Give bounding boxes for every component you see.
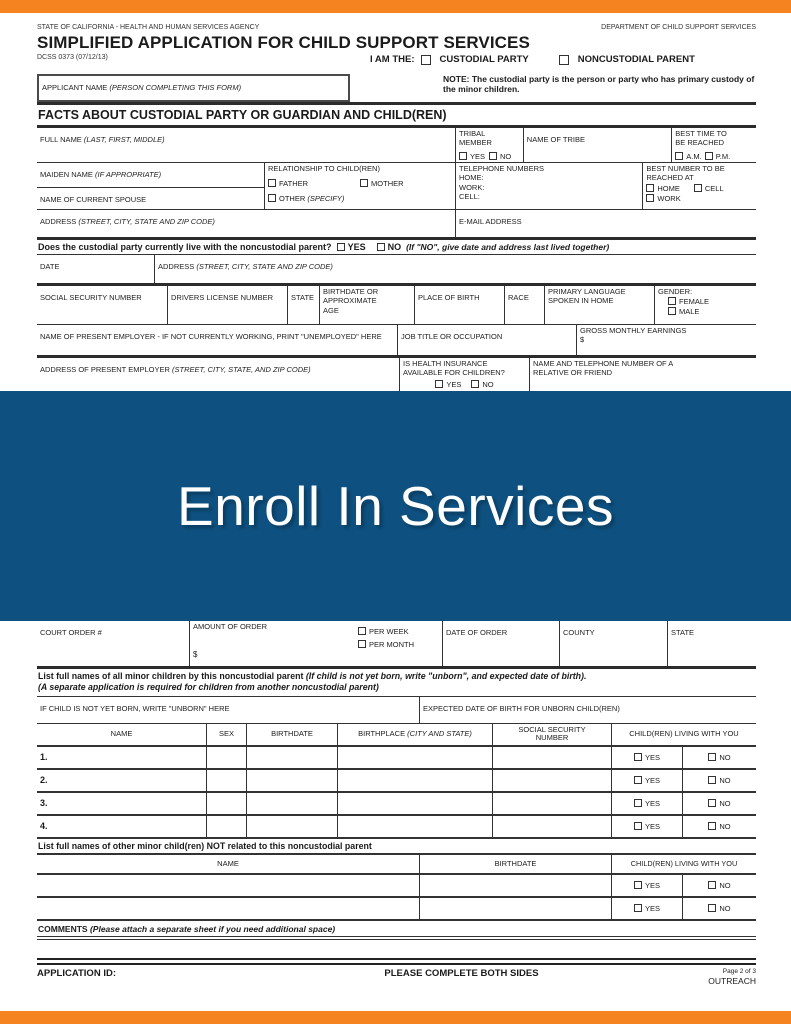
per-month-checkbox[interactable] bbox=[358, 640, 366, 648]
full-name-label-italic: (LAST, FIRST, MIDDLE) bbox=[83, 135, 165, 144]
noncustodial-parent-label: NONCUSTODIAL PARENT bbox=[577, 54, 695, 65]
child-row-3 bbox=[37, 793, 756, 816]
reach-work-checkbox[interactable] bbox=[646, 194, 654, 202]
child-3-yes-label: YES bbox=[644, 798, 660, 808]
drivers-license-field[interactable] bbox=[168, 286, 288, 324]
agency-header bbox=[37, 24, 756, 31]
unborn-child-field[interactable] bbox=[37, 697, 420, 723]
court-order-number-label: COURT ORDER # bbox=[40, 628, 102, 637]
form-number: DCSS 0373 (07/12/13) bbox=[37, 54, 108, 61]
child-4-number: 4. bbox=[37, 816, 207, 837]
footer-row bbox=[37, 965, 756, 986]
tribal-no-checkbox[interactable] bbox=[489, 152, 497, 160]
tribal-member-field bbox=[456, 128, 524, 162]
children-table bbox=[37, 724, 756, 839]
child-3-yes-checkbox[interactable] bbox=[634, 799, 642, 807]
insurance-yes-checkbox[interactable] bbox=[435, 380, 443, 388]
current-spouse-label: NAME OF CURRENT SPOUSE bbox=[40, 195, 147, 205]
tribal-no-label: NO bbox=[500, 152, 512, 161]
job-title-field[interactable] bbox=[398, 325, 577, 355]
gross-earnings-field[interactable] bbox=[577, 325, 756, 355]
relative-contact-label: NAME AND TELEPHONE NUMBER OF A RELATIVE OR FRIEND bbox=[533, 359, 673, 378]
drivers-license-label: DRIVERS LICENSE NUMBER bbox=[171, 293, 274, 302]
mother-label: MOTHER bbox=[371, 179, 404, 189]
live-no-label: NO bbox=[387, 242, 402, 252]
child-4-yes-checkbox[interactable] bbox=[634, 822, 642, 830]
tribal-yes-label: YES bbox=[470, 152, 486, 161]
child-2-no-label: NO bbox=[719, 775, 731, 785]
maiden-name-field[interactable] bbox=[37, 163, 264, 188]
child-2-yes-checkbox[interactable] bbox=[634, 776, 642, 784]
header-sex: SEX bbox=[207, 724, 247, 745]
child-1-yes-label: YES bbox=[644, 752, 660, 762]
other-child-1-birthdate-field[interactable] bbox=[420, 875, 612, 896]
comments-label-italic: (Please attach a separate sheet if you need additional space) bbox=[89, 923, 336, 934]
female-checkbox[interactable] bbox=[668, 297, 676, 305]
custody-note: NOTE: The custodial party is the person or party who has primary custody of the minor children. bbox=[443, 74, 755, 95]
children-intro-bold: List full names of all minor children by this noncustodial parent bbox=[38, 671, 306, 681]
child-2-birthdate-field[interactable] bbox=[247, 770, 338, 791]
child-row-4 bbox=[37, 816, 756, 839]
header-birthplace bbox=[338, 724, 493, 745]
maiden-name-label-italic: (IF APPROPRIATE) bbox=[95, 170, 162, 179]
per-week-label: PER WEEK bbox=[369, 627, 409, 636]
address-field[interactable] bbox=[37, 210, 455, 237]
child-3-ssn-field[interactable] bbox=[493, 793, 612, 814]
child-1-number: 1. bbox=[37, 747, 207, 768]
other-child-1-no-checkbox[interactable] bbox=[708, 881, 716, 889]
other-children-header bbox=[37, 855, 756, 875]
header-living-with-you: CHILD(REN) LIVING WITH YOU bbox=[629, 729, 739, 739]
noncustodial-parent-checkbox[interactable] bbox=[559, 55, 569, 65]
ssn-field[interactable] bbox=[37, 286, 168, 324]
child-4-ssn-field[interactable] bbox=[493, 816, 612, 837]
reach-cell-label: CELL bbox=[704, 183, 724, 193]
order-state-field[interactable] bbox=[668, 621, 756, 666]
license-state-field[interactable] bbox=[288, 286, 320, 324]
full-name-field[interactable] bbox=[37, 128, 455, 163]
address-label: ADDRESS bbox=[40, 217, 79, 226]
birthdate-label: BIRTHDATE OR APPROXIMATE AGE bbox=[323, 287, 379, 315]
relationship-label: RELATIONSHIP TO CHILD(REN) bbox=[268, 164, 380, 173]
child-2-ssn-field[interactable] bbox=[493, 770, 612, 791]
other-child-1-yes-label: YES bbox=[644, 880, 660, 890]
primary-language-label: PRIMARY LANGUAGE SPOKEN IN HOME bbox=[548, 287, 626, 306]
expected-birthdate-field[interactable] bbox=[420, 697, 756, 723]
child-1-ssn-field[interactable] bbox=[493, 747, 612, 768]
enroll-in-services-banner[interactable] bbox=[0, 391, 791, 621]
comments-label-text: COMMENTS bbox=[38, 923, 90, 934]
child-1-birthdate-field[interactable] bbox=[247, 747, 338, 768]
place-of-birth-field[interactable] bbox=[415, 286, 505, 324]
male-label: MALE bbox=[679, 307, 700, 317]
last-lived-address-label-italic: (STREET, CITY, STATE AND ZIP CODE) bbox=[196, 262, 333, 271]
children-table-header bbox=[37, 724, 756, 747]
other-child-2-no-label: NO bbox=[719, 903, 731, 913]
date-of-order-field[interactable] bbox=[443, 621, 560, 666]
child-2-number: 2. bbox=[37, 770, 207, 791]
address-label-italic: (STREET, CITY, STATE AND ZIP CODE) bbox=[78, 217, 215, 226]
agency-right-label: DEPARTMENT OF CHILD SUPPORT SERVICES bbox=[601, 24, 756, 31]
custodial-party-checkbox[interactable] bbox=[421, 55, 431, 65]
tribal-yes-checkbox[interactable] bbox=[459, 152, 467, 160]
other-child-row-1 bbox=[37, 875, 756, 898]
email-label: E-MAIL ADDRESS bbox=[459, 217, 522, 226]
relative-contact-field[interactable] bbox=[530, 358, 756, 391]
pm-checkbox[interactable] bbox=[705, 152, 713, 160]
insurance-no-label: NO bbox=[482, 380, 494, 389]
reach-home-checkbox[interactable] bbox=[646, 184, 654, 192]
order-state-label: STATE bbox=[671, 628, 695, 637]
health-insurance-label: IS HEALTH INSURANCE AVAILABLE FOR CHILDREN? bbox=[403, 359, 505, 378]
child-1-no-checkbox[interactable] bbox=[708, 753, 716, 761]
best-time-label: BEST TIME TO BE REACHED bbox=[675, 129, 727, 148]
header-birthplace-italic: (CITY AND STATE) bbox=[407, 729, 472, 739]
race-label: RACE bbox=[508, 293, 529, 302]
employer-field[interactable] bbox=[37, 325, 398, 355]
telephone-numbers-label: TELEPHONE NUMBERS bbox=[459, 164, 545, 173]
phone-work-label: WORK: bbox=[459, 182, 485, 192]
child-1-birthplace-field[interactable] bbox=[338, 747, 493, 768]
other-header-name: NAME bbox=[37, 855, 420, 873]
comments-label bbox=[37, 921, 756, 936]
last-lived-address-field[interactable] bbox=[155, 255, 756, 283]
unborn-child-label: IF CHILD IS NOT YET BORN, WRITE "UNBORN" HERE bbox=[40, 703, 230, 713]
employer-address-label: ADDRESS OF PRESENT EMPLOYER bbox=[40, 365, 172, 374]
child-3-no-checkbox[interactable] bbox=[708, 799, 716, 807]
comments-field[interactable] bbox=[37, 940, 756, 958]
court-order-number-field[interactable] bbox=[37, 621, 190, 666]
email-field[interactable] bbox=[456, 210, 756, 237]
outreach-label: OUTREACH bbox=[708, 975, 756, 986]
child-4-birthplace-field[interactable] bbox=[338, 816, 493, 837]
best-time-field bbox=[672, 128, 756, 162]
header-birthdate: BIRTHDATE bbox=[247, 724, 338, 745]
race-field[interactable] bbox=[505, 286, 545, 324]
child-2-sex-field[interactable] bbox=[207, 770, 247, 791]
gender-field bbox=[655, 286, 756, 324]
other-header-birthdate: BIRTHDATE bbox=[420, 855, 612, 873]
other-label-italic: (SPECIFY) bbox=[307, 194, 345, 204]
name-of-tribe-label: NAME OF TRIBE bbox=[526, 135, 585, 144]
best-number-field bbox=[643, 163, 756, 209]
other-child-2-name-field[interactable] bbox=[37, 898, 420, 919]
agency-left-label: STATE OF CALIFORNIA - HEALTH AND HUMAN SERVICES AGENCY bbox=[37, 24, 260, 31]
gross-earnings-dollar: $ bbox=[580, 335, 585, 345]
gender-label: GENDER: bbox=[658, 287, 693, 296]
gross-earnings-label: GROSS MONTHLY EARNINGS bbox=[580, 326, 687, 335]
child-2-birthplace-field[interactable] bbox=[338, 770, 493, 791]
other-child-2-yes-checkbox[interactable] bbox=[634, 904, 642, 912]
live-together-question: Does the custodial party currently live with the noncustodial parent? bbox=[38, 242, 332, 252]
other-child-2-no-checkbox[interactable] bbox=[708, 904, 716, 912]
tribal-member-label: TRIBAL MEMBER bbox=[459, 129, 492, 148]
employer-label: NAME OF PRESENT EMPLOYER - IF NOT CURRENTLY WORKING, PRINT "UNEMPLOYED" HERE bbox=[40, 332, 382, 341]
child-3-birthplace-field[interactable] bbox=[338, 793, 493, 814]
insurance-yes-label: YES bbox=[446, 380, 462, 389]
live-yes-checkbox[interactable] bbox=[337, 243, 345, 251]
employer-address-label-italic: (STREET, CITY, STATE, AND ZIP CODE) bbox=[171, 365, 311, 374]
child-1-sex-field[interactable] bbox=[207, 747, 247, 768]
header-ssn: SOCIAL SECURITY NUMBER bbox=[493, 724, 612, 745]
other-child-2-yes-label: YES bbox=[644, 903, 660, 913]
child-2-yes-label: YES bbox=[644, 775, 660, 785]
child-4-sex-field[interactable] bbox=[207, 816, 247, 837]
top-orange-bar bbox=[0, 0, 791, 13]
footer-divider bbox=[37, 958, 756, 965]
i-am-the-label: I AM THE: bbox=[370, 54, 415, 65]
male-checkbox[interactable] bbox=[668, 307, 676, 315]
father-label: FATHER bbox=[279, 179, 309, 189]
per-week-checkbox[interactable] bbox=[358, 627, 366, 635]
last-lived-date-label: DATE bbox=[40, 262, 60, 271]
child-2-no-checkbox[interactable] bbox=[708, 776, 716, 784]
applicant-name-label-italic: (PERSON COMPLETING THIS FORM) bbox=[109, 83, 242, 92]
other-child-row-2 bbox=[37, 898, 756, 921]
other-child-1-no-label: NO bbox=[719, 880, 731, 890]
child-3-number: 3. bbox=[37, 793, 207, 814]
relationship-field bbox=[265, 163, 455, 209]
female-label: FEMALE bbox=[679, 297, 710, 307]
phone-cell-label: CELL: bbox=[459, 192, 480, 202]
other-child-2-birthdate-field[interactable] bbox=[420, 898, 612, 919]
mother-checkbox[interactable] bbox=[360, 179, 368, 187]
header-birthplace-text: BIRTHPLACE bbox=[358, 729, 408, 739]
children-section-intro bbox=[37, 669, 756, 697]
best-number-label: BEST NUMBER TO BE REACHED AT bbox=[646, 164, 725, 183]
phone-home-label: HOME: bbox=[459, 173, 484, 183]
name-of-tribe-field[interactable] bbox=[524, 128, 673, 162]
enroll-in-services-text: Enroll In Services bbox=[177, 475, 614, 537]
page-number: Page 2 of 3 bbox=[722, 967, 756, 975]
full-name-label: FULL NAME bbox=[40, 135, 84, 144]
live-yes-label: YES bbox=[347, 242, 366, 252]
order-county-field[interactable] bbox=[560, 621, 668, 666]
child-1-yes-checkbox[interactable] bbox=[634, 753, 642, 761]
children-intro-italic: (If child is not yet born, write "unborn", and expected date of birth). bbox=[305, 671, 587, 681]
other-child-1-name-field[interactable] bbox=[37, 875, 420, 896]
reach-work-label: WORK bbox=[657, 193, 681, 203]
am-label: A.M. bbox=[686, 152, 702, 161]
expected-birthdate-label: EXPECTED DATE OF BIRTH FOR UNBORN CHILD(REN) bbox=[423, 703, 620, 713]
child-4-birthdate-field[interactable] bbox=[247, 816, 338, 837]
child-support-application-form bbox=[37, 24, 756, 986]
child-4-yes-label: YES bbox=[644, 821, 660, 831]
place-of-birth-label: PLACE OF BIRTH bbox=[418, 293, 480, 302]
i-am-the-row bbox=[370, 54, 756, 65]
other-header-living: CHILD(REN) LIVING WITH YOU bbox=[630, 859, 738, 869]
other-children-table bbox=[37, 853, 756, 921]
amount-of-order-field bbox=[190, 621, 443, 666]
header-name: NAME bbox=[37, 724, 207, 745]
applicant-name-field[interactable] bbox=[37, 74, 350, 102]
date-of-order-label: DATE OF ORDER bbox=[446, 628, 508, 637]
current-spouse-field[interactable] bbox=[37, 188, 264, 209]
insurance-no-checkbox[interactable] bbox=[471, 380, 479, 388]
bottom-orange-bar bbox=[0, 1011, 791, 1024]
father-checkbox[interactable] bbox=[268, 179, 276, 187]
child-3-sex-field[interactable] bbox=[207, 793, 247, 814]
facts-section-title: FACTS ABOUT CUSTODIAL PARTY OR GUARDIAN AND CHILD(REN) bbox=[38, 108, 447, 122]
other-child-1-yes-checkbox[interactable] bbox=[634, 881, 642, 889]
reach-cell-checkbox[interactable] bbox=[694, 184, 702, 192]
maiden-name-label: MAIDEN NAME bbox=[40, 170, 96, 179]
child-row-2 bbox=[37, 770, 756, 793]
amount-dollar-sign: $ bbox=[193, 650, 198, 659]
child-4-no-checkbox[interactable] bbox=[708, 822, 716, 830]
form-title: SIMPLIFIED APPLICATION FOR CHILD SUPPORT SERVICES bbox=[37, 33, 530, 52]
pm-label: P.M. bbox=[715, 152, 731, 161]
per-month-label: PER MONTH bbox=[369, 640, 414, 649]
primary-language-field[interactable] bbox=[545, 286, 655, 324]
other-label: OTHER bbox=[279, 194, 308, 204]
amount-of-order-label: AMOUNT OF ORDER bbox=[193, 622, 268, 631]
last-lived-date-field[interactable] bbox=[37, 255, 155, 283]
ssn-label: SOCIAL SECURITY NUMBER bbox=[40, 293, 142, 302]
children-intro-line2: (A separate application is required for children from another noncustodial parent) bbox=[38, 681, 379, 692]
am-checkbox[interactable] bbox=[675, 152, 683, 160]
job-title-label: JOB TITLE OR OCCUPATION bbox=[401, 332, 503, 341]
live-together-question-row bbox=[37, 240, 756, 255]
birthdate-field[interactable] bbox=[320, 286, 415, 324]
other-checkbox[interactable] bbox=[268, 194, 276, 202]
applicant-name-label: APPLICANT NAME bbox=[42, 83, 110, 92]
last-lived-address-label: ADDRESS bbox=[158, 262, 197, 271]
order-county-label: COUNTY bbox=[563, 628, 595, 637]
employer-address-field[interactable] bbox=[37, 358, 400, 391]
child-1-no-label: NO bbox=[719, 752, 731, 762]
custodial-party-label: CUSTODIAL PARTY bbox=[439, 54, 529, 65]
child-3-birthdate-field[interactable] bbox=[247, 793, 338, 814]
complete-both-sides-label: PLEASE COMPLETE BOTH SIDES bbox=[384, 967, 539, 979]
other-children-title: List full names of other minor child(ren) NOT related to this noncustodial parent bbox=[38, 840, 372, 851]
child-row-1 bbox=[37, 747, 756, 770]
application-id-label: APPLICATION ID: bbox=[37, 967, 116, 979]
telephone-numbers-field[interactable] bbox=[456, 163, 643, 209]
reach-home-label: HOME bbox=[657, 183, 680, 193]
live-no-checkbox[interactable] bbox=[377, 243, 385, 251]
child-3-no-label: NO bbox=[719, 798, 731, 808]
live-together-note: (If "NO", give date and address last lived together) bbox=[406, 242, 610, 252]
child-4-no-label: NO bbox=[719, 821, 731, 831]
license-state-label: STATE bbox=[291, 293, 315, 302]
health-insurance-field bbox=[400, 358, 530, 391]
